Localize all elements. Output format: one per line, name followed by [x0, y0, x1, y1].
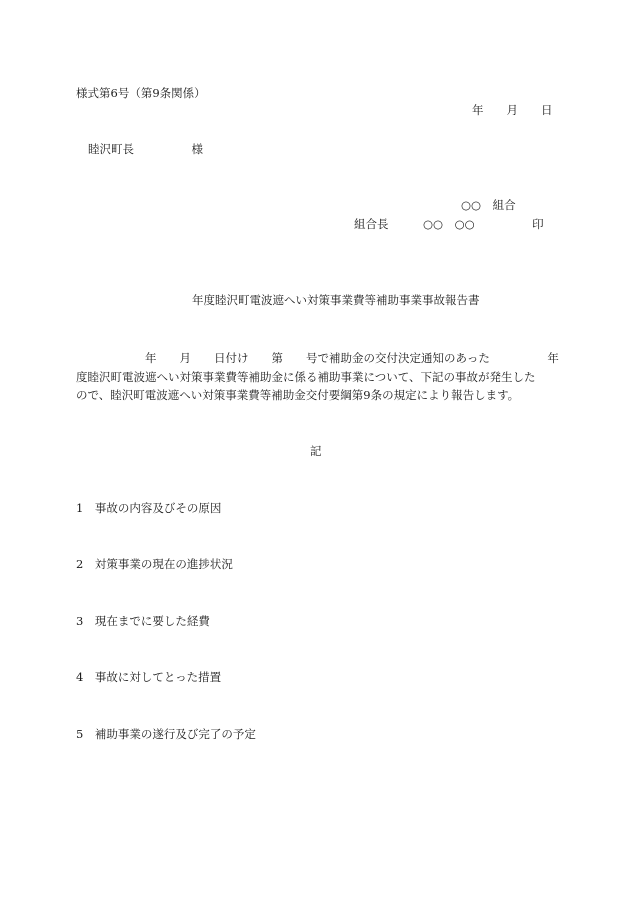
ki-heading: 記	[310, 444, 322, 458]
report-body	[76, 349, 559, 405]
date-line: 年 月 日	[472, 103, 553, 117]
body-line-2: 度睦沢町電波遮へい対策事業費等補助金に係る補助事業について、下記の事故が発生した	[76, 369, 536, 384]
addressee: 睦沢町長 様	[88, 142, 203, 156]
list-item: 3 現在までに要した経費	[76, 614, 210, 628]
list-item: 2 対策事業の現在の進捗状況	[76, 557, 233, 571]
body-line-1: 年 月 日付け 第 号で補助金の交付決定通知のあった 年	[76, 351, 559, 365]
list-item: 1 事故の内容及びその原因	[76, 501, 222, 515]
document-title: 年度睦沢町電波遮へい対策事業費等補助事業事故報告書	[192, 293, 480, 307]
body-line-3: ので、睦沢町電波遮へい対策事業費等補助金交付要綱第9条の規定により報告します。	[76, 388, 520, 402]
list-item: 5 補助事業の遂行及び完了の予定	[76, 727, 256, 741]
union-name: ○○ 組合	[461, 198, 516, 212]
list-item: 4 事故に対してとった措置	[76, 670, 222, 684]
form-label: 様式第6号（第9条関係）	[76, 86, 206, 100]
union-head: 組合長 ○○ ○○ 印	[354, 217, 544, 231]
